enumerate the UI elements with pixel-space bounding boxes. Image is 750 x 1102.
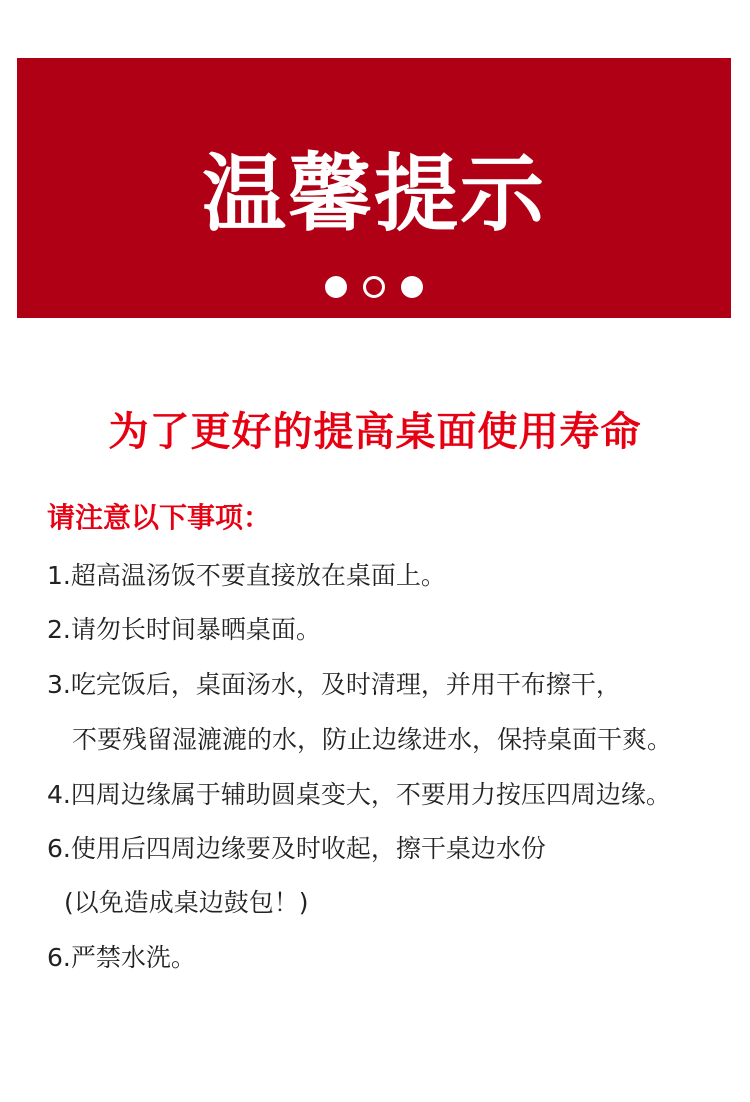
notice-item: 4.四周边缘属于辅助圆桌变大，不要用力按压四周边缘。 <box>47 780 671 809</box>
banner-title: 温馨提示 <box>201 145 546 243</box>
notice-item-continuation: (以免造成桌边鼓包！) <box>64 888 309 917</box>
notice-item: 6.使用后四周边缘要及时收起，擦干桌边水份 <box>47 834 546 863</box>
filled-dot-icon <box>325 276 347 298</box>
headline: 为了更好的提高桌面使用寿命 <box>108 409 642 455</box>
notice-item-continuation: 不要残留湿漉漉的水，防止边缘进水，保持桌面干爽。 <box>72 725 673 754</box>
notice-item: 6.严禁水洗。 <box>47 943 196 972</box>
filled-dot-icon <box>401 276 423 298</box>
notice-item: 3.吃完饭后，桌面汤水，及时清理，并用干布擦干， <box>47 670 621 699</box>
notice-item: 1.超高温汤饭不要直接放在桌面上。 <box>47 561 446 590</box>
notice-item: 2.请勿长时间暴晒桌面。 <box>47 615 321 644</box>
notice-label: 请注意以下事项： <box>47 501 272 534</box>
header-banner <box>17 58 731 340</box>
banner-subtitle: WARM PROMPT <box>302 320 446 340</box>
hollow-dot-icon <box>363 276 385 298</box>
decorative-dots <box>17 276 731 298</box>
